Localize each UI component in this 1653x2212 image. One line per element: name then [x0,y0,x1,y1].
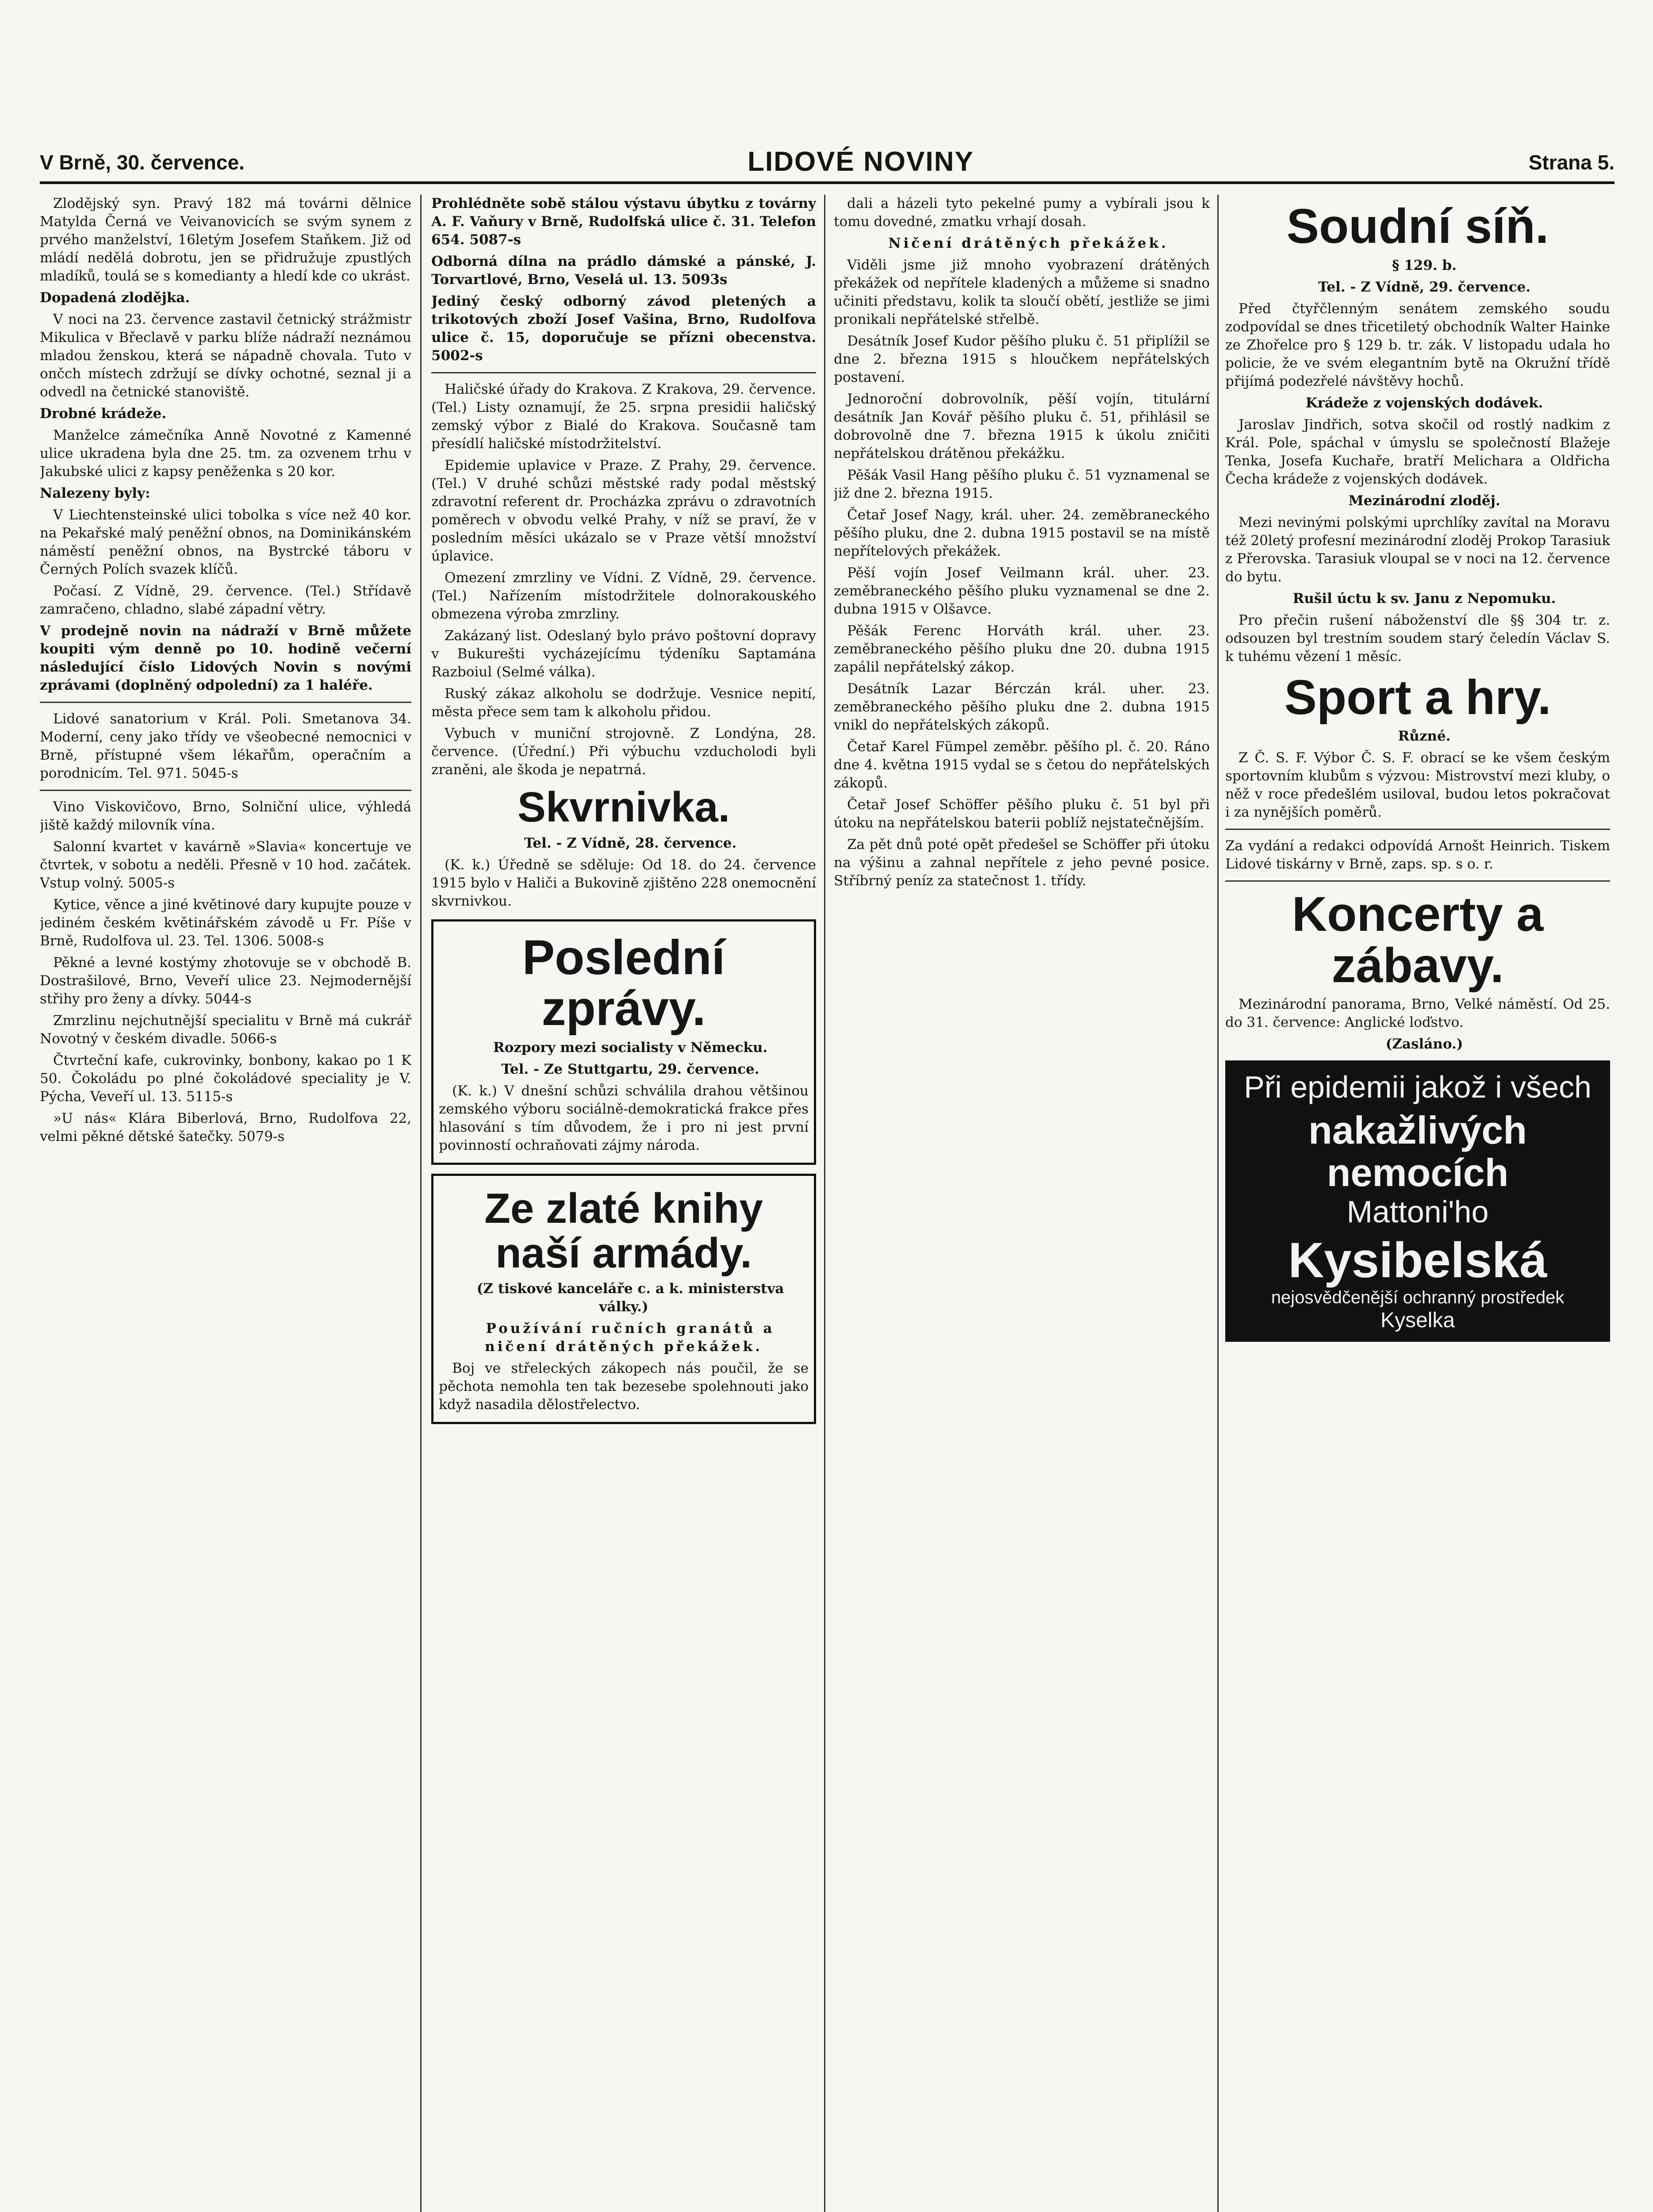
classified-ad: Čtvrteční kafe, cukrovinky, bonbony, kakao po 1 K 50. Čokoládu po plné čokoládové speciality je V. Pýcha, Veveří ul. 13. 5115-s [40,1052,411,1105]
ad-line: Při epidemii jakož i všech [1244,1070,1592,1104]
article-halicske-urady: Haličské úřady do Krakova. Z Krakova, 29. července. (Tel.) Listy oznamují, že 25. srpna presidii haličský zemský výbor z Bialé do Krakova. Současně tam přesídlí haličské místodržitelství. [431,381,816,452]
headline-dopadena-zlodejka: Dopadená zlodějka. [40,290,190,306]
column-2 [431,195,816,2212]
classified-ad: Kytice, věnce a jiné květinové dary kupujte pouze v jediném českém květinářském závodě u Fr. Píše v Brně, Rudolfova ul. 23. Tel. 1306. 5008-s [40,897,411,949]
article-nalezeny: V Liechtensteinské ulici tobolka s více než 40 kor. na Pekařské malý peněžní obnos, na Dominikánském náměstí peněžní obnos, na Bystrcké táboru v Černých Polích svazek klíčů. [40,507,411,577]
article-rusky-zakaz: Ruský zákaz alkoholu se dodržuje. Vesnice nepití, města přece sem tam k alkoholu přidou. [431,686,816,720]
article-vybuch: Vybuch v muniční strojovně. Z Londýna, 28. července. (Úřední.) Při výbuchu vzducholodi byli zraněni, ale škoda je nepatrná. [431,726,816,778]
article-koncerty: Mezinárodní panorama, Brno, Velké náměstí. Od 25. do 31. července: Anglické loďstvo. [1225,996,1610,1030]
article-zmrzlina: Omezení zmrzliny ve Vídni. Z Vídně, 29. července. (Tel.) Nařízením místodržitele dolnorakouského obmezena výroba zmrzliny. [431,570,816,622]
subheadline: Rozpory mezi socialisty v Německu. [493,1039,768,1056]
article-pocasi: Počasí. Z Vídně, 29. července. (Tel.) Střídavě zamračeno, chladno, slabé západní větry. [40,583,411,617]
ad-product: Kysibelská [1288,1233,1547,1288]
article-hainke: Před čtyřčlenným senátem zemského soudu zodpovídal se dnes třicetiletý obchodník Walter Hainke ze Zhořelce pro § 129 b. tr. zák. V listopadu udala ho policie, že ve svém elegantním bytě na Okružní třídě přijímá podezřelé návštěvy hochů. [1225,300,1610,389]
classified-ad: Vino Viskovičovo, Brno, Solniční ulice, výhledá jiště každý milovník vína. [40,799,411,833]
article-kovar: Jednoroční dobrovolník, pěší vojín, titulární desátník Jan Kovář pěšího pluku č. 51, přihlásil se dobrovolně dne 7. března 1915 k úkolu zničiti nepřátelskou drátěnou překážku. [834,391,1210,461]
subheadline: Různé. [1398,728,1451,744]
article-zakazany-list: Zakázaný list. Odeslaný bylo právo poštovní dopravy v Bukurešti vycházejícímu týdeníku Saptamána Razboiul (Selmé válka). [431,628,816,680]
dateline: Tel. - Z Vídně, 28. července. [524,835,737,851]
article-nagy: Četař Josef Nagy, král. uher. 24. zeměbraneckého pěšího pluku, dne 2. dubna 1915 postavil se na místě nepřítelových překážek. [834,507,1210,559]
headline-koncerty: Koncerty a zábavy. [1292,887,1544,993]
column-4 [1225,195,1610,2212]
classified-ad: Jediný český odborný závod pletených a trikotových zboží Josef Vašina, Brno, Rudolfova ulice č. 15, doporučuje se přízni obecenstva. 5002-s [431,293,816,364]
page-number: Strana 5. [1528,151,1615,174]
article-veilmann: Pěší vojín Josef Veilmann král. uher. 23. zeměbraneckého pěšího pluku vyznamenal se dne 2. dubna 1915 v Olšavce. [834,565,1210,617]
classified-ad: Prohlédněte sobě stálou výstavu úbytku z továrny A. F. Vaňury v Brně, Rudolfská ulice č. 31. Telefon 654. 5087-s [431,196,816,248]
subheadline: Používání ručních granátů a ničení drátěných překážek. [485,1321,775,1355]
header-date: V Brně, 30. července. [40,151,245,174]
article-rusil: Pro přečin rušení náboženství dle §§ 304 tr. z. odsouzen byl trestním soudem starý čeledín Václav S. k tuhému vězení 1 měsíc. [1225,612,1610,664]
column-rule [824,195,825,2212]
ad-brand: Mattoni'ho [1346,1194,1489,1229]
subheadline: (Z tiskové kanceláře c. a k. ministerstva války.) [476,1281,784,1315]
headline-posledni-zpravy: Poslední zprávy. [522,930,725,1036]
article-niceni: Viděli jsme již mnoho vyobrazení drátěných překážek od nepřítele kladených a můžeme si snadno učiniti představu, kolik ta sloučí obětí, jestliže se jimi pronikali nepřátelské střelbě. [834,257,1210,327]
headline-niceni: Ničení drátěných překážek. [888,235,1169,251]
ad-line: nakažlivých nemocích [1308,1108,1527,1194]
article-schoffer-2: Za pět dnů poté opět předešel se Schöffer při útoku na výšinu a zahnal nepřítele z jeho pevné posice. Stříbrný peníz za statečnost 1. třídy. [834,837,1210,889]
divider [431,372,816,373]
divider [40,702,411,703]
dateline: Tel. - Ze Stuttgartu, 29. července. [501,1061,759,1077]
divider [40,790,411,791]
article-kudor: Desátník Josef Kudor pěšího pluku č. 51 připlížil se dne 2. března 1915 s hloučkem nepřátelských postavení. [834,333,1210,385]
column-1 [40,195,411,2212]
article-skvrnivka: (K. k.) Úředně se sděluje: Od 18. do 24. července 1915 bylo v Haliči a Bukovině zjištěno 228 onemocnění skvrnivkou. [431,856,816,909]
article-drobne-kradeze: Manželce zámečníka Anně Novotné z Kamenné ulice ukradena byla dne 25. tm. za ozvenem trhu v Jakubské ulici z kapsy peněženka s 20 kor. [40,427,411,480]
divider [1225,829,1610,830]
headline-drobne-kradeze: Drobné krádeže. [40,406,167,422]
dateline: Tel. - Z Vídně, 29. července. [1318,279,1531,295]
article-hang: Pěšák Vasil Hang pěšího pluku č. 51 vyznamenal se již dne 2. března 1915. [834,467,1210,501]
article-continued: dali a házeli tyto pekelné pumy a vybírali jsou k tomu dovedné, zmatku vrhají dosah. [834,196,1210,230]
headline-rusil: Rušil úctu k sv. Janu z Nepomuku. [1292,590,1556,607]
ad-tag: Kyselka [1380,1309,1455,1332]
page-header [40,146,1615,184]
article-tarasiuk: Mezi nevinými polskými uprchlíky zavítal na Moravu též 20letý profesní mezinárodní zloděj Prokop Tarasiuk z Přerovska. Tarasiuk vloupal se v noci na 12. července do bytu. [1225,514,1610,585]
article-kradeze: Jaroslav Jindřich, sotva skočil od rostlý nadkim z Král. Pole, spáchal v úmyslu se společností Blažeje Tenka, Josefa Kuchaře, bratří Melichara a Oldřicha Čecha krádeže z vojenských dodávek. [1225,416,1610,487]
masthead-title: LIDOVÉ NOVINY [748,146,974,177]
headline-mezinarodni: Mezinárodní zloděj. [1348,492,1500,509]
editor-imprint: Za vydání a redakci odpovídá Arnošt Heinrich. Tiskem Lidové tiskárny v Brně, zaps. sp. s o. r. [1225,838,1610,872]
mattoni-advertisement [1225,1060,1610,1342]
classified-ad: »U nás« Klára Biberlová, Brno, Rudolfova 22, velmi pěkné dětské šatečky. 5079-s [40,1110,411,1144]
article-zlata-kniha: Boj ve střeleckých zákopech nás poučil, že se pěchota nemohla ten tak bezesebe spolehnouti jako když nasadila dělostřelectvo. [439,1360,809,1413]
label-zaslano: (Zasláno.) [1385,1036,1463,1052]
article-rozpory: (K. k.) V dnešní schůzi schválila drahou většinou zemského výboru sociálně-demokratická frakce přes hlasování s tím důvodem, že i pro ni jest první povinností ochraňovati zájmy národa. [439,1083,809,1153]
article-fumpel: Četař Karel Fümpel zeměbr. pěšího pl. č. 20. Ráno dne 4. května 1915 vydal se s četou do nepřátelských zákopů. [834,739,1210,791]
article-schoffer: Četař Josef Schöffer pěšího pluku č. 51 byl při útoku na nepřátelskou baterii poblíž nejstatečnějším. [834,797,1210,831]
subheadline: § 129. b. [1392,257,1457,273]
article-berczan: Desátník Lazar Bérczán král. uher. 23. zeměbraneckého pěšího pluku dne 2. dubna 1915 vnikl do nepřátelských zákopů. [834,681,1210,733]
column-rule [420,195,422,2212]
box-posledni-zpravy [431,919,816,1165]
article-dopadena-zlodejka: V noci na 23. července zastavil četnický strážmistr Mikulica v Břeclavě v parku blíže nádraží neznámou mladou ženskou, která se nápadně chovala. Tuto v ončch místech zdržují se dívky ochotné, seznal ji a odvedl na četnické stanoviště. [40,311,411,400]
classified-ad: Zmrzlinu nejchutnější specialitu v Brně má cukrář Novotný v českém divadle. 5066-s [40,1013,411,1047]
classified-ad: Pěkné a levné kostýmy zhotovuje se v obchodě B. Dostrašilové, Brno, Veveří ulice 23. Nejmodernější střihy pro ženy a dívky. 5044-s [40,955,411,1007]
classified-ad: Salonní kvartet v kavárně »Slavia« koncertuje ve čtvrtek, v sobotu a neděli. Přesně v 10 hod. začátek. Vstup volný. 5005-s [40,839,411,891]
headline-soudni-sin: Soudní síň. [1286,199,1549,253]
article-epidemie: Epidemie uplavice v Praze. Z Prahy, 29. července. (Tel.) V druhé schůzi městské rady podal městský zdravotní referent dr. Procházka zprávu o zdravotních poměrech v obvodu velké Prahy, v níž se praví, že v posledním měsíci ukázalo se v Praze větší množství úplavice. [431,457,816,564]
headline-nalezeny: Nalezeny byly: [40,485,150,501]
article-horvath: Pěšák Ferenc Horváth král. uher. 23. zeměbraneckého pěšího pluku dne 20. dubna 1915 zapálil nepřátelský zákop. [834,623,1210,675]
column-3 [834,195,1210,2212]
headline-zlata-kniha: Ze zlaté knihy naší armády. [484,1184,763,1277]
box-zlata-kniha [431,1174,816,1425]
headline-skvrnivka: Skvrnivka. [517,783,730,831]
classified-ad: Odborná dílna na prádlo dámské a pánské, J. Torvartlové, Brno, Veselá ul. 13. 5093s [431,253,816,288]
headline-sport: Sport a hry. [1284,670,1551,725]
ad-tagline: nejosvědčenější ochranný prostředek [1271,1288,1565,1307]
divider [1225,880,1610,882]
classified-ad: Lidové sanatorium v Král. Poli. Smetanova 34. Moderní, ceny jako třídy ve všeobecné nemocnici v Brně, přístupné všem lékařům, operačním a porodnicím. Tel. 971. 5045-s [40,711,411,781]
article-zlodejsky-syn: Zlodějský syn. Pravý 182 má továrni dělnice Matylda Černá ve Veivanovicích se svým synem z prvého manželství, 16letým Josefem Staňkem. Již od mládí nedělá dobrotu, jen se přidružuje zpustlých mladíků, toulá se s komedianty a hledí kde co ukrást. [40,196,411,284]
column-rule [1217,195,1219,2212]
article-sport: Z Č. S. F. Výbor Č. S. F. obrací se ke všem českým sportovním klubům s výzvou: Mistrovství mezi kluby, o něž v roce předešlém usiloval, budou letos pokračovat i za nynějších poměrů. [1225,750,1610,820]
headline-kradeze: Krádeže z vojenských dodávek. [1305,395,1543,411]
notice-prodejna: V prodejně novin na nádraží v Brně můžete koupiti vým denně po 10. hodině večerní následující číslo Lidových Novin s novými zprávami (doplněný odpolední) za 1 haléře. [40,623,411,693]
